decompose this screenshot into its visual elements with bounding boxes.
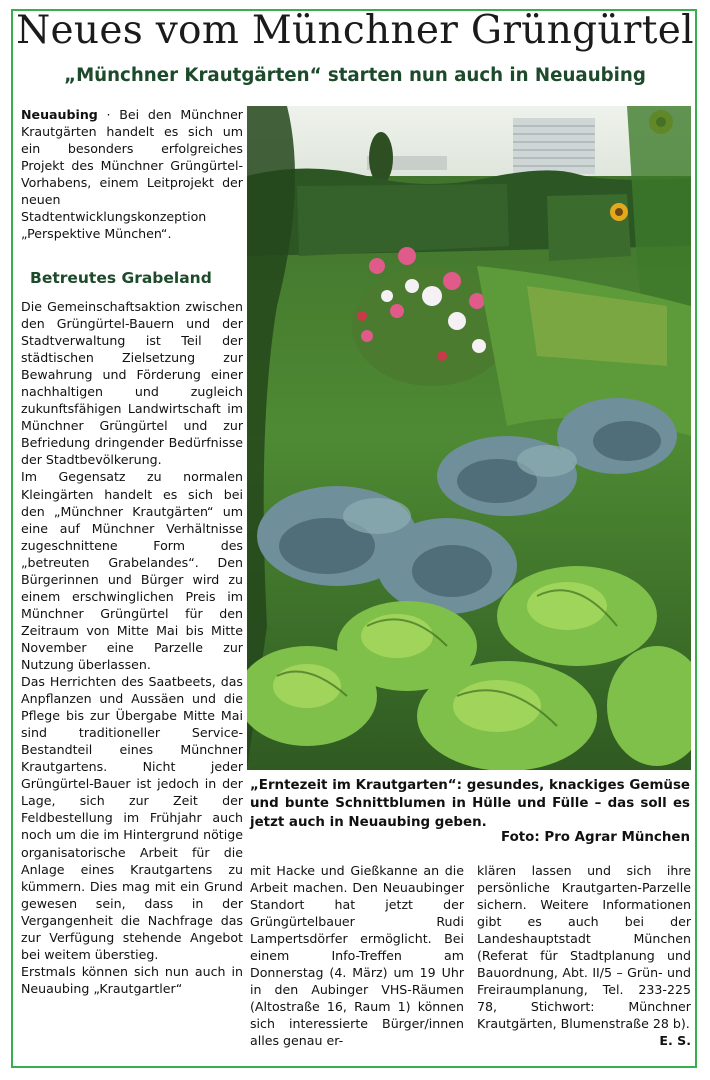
headline: Neues vom Münchner Grüngürtel: [16, 8, 694, 53]
subheadline: „Münchner Krautgärten“ starten nun auch in Neuaubing: [64, 65, 646, 86]
paragraph: klären lassen und sich ihre persönliche Krautgarten-Parzelle sichern. Weitere Informationen gibt es auch bei der Landeshauptstadt München (Referat für Stadtplanung und Bauordnung, Abt. II/5 – Grün- und Freiraumplanung, Tel. 233-225 78, Stichwort: Münchner Krautgärten, Blumenstraße 28 b).: [477, 863, 691, 1032]
column-one: [21, 298, 243, 997]
garden-photo: [247, 106, 691, 770]
photo-caption: „Erntezeit im Krautgarten“: gesundes, knackiges Gemüse und bunte Schnittblumen in Hülle und Fülle – das soll es jetzt auch in Neuaubing geben.: [250, 778, 690, 830]
lead-text: · Bei den Münchner Krautgärten handelt es sich um ein besonders erfolgreiches Projekt des Münchner Grüngürtel-Vorhabens, einem Leitprojekt der neuen Stadtentwicklungskonzeption „Perspektive München“.: [21, 107, 243, 242]
section-heading: Betreutes Grabeland: [30, 269, 212, 287]
paragraph: mit Hacke und Gießkanne an die Arbeit machen. Den Neuaubinger Standort hat jetzt der Grüngürtelbauer Rudi Lampertsdörfer ermöglicht. Bei einem Info-Treffen am Donnerstag (4. März) um 19 Uhr in den Aubinger VHS-Räumen (Altostraße 16, Raum 1) können sich interessierte Bürger/innen alles genau er-: [250, 863, 464, 1049]
paragraph: Das Herrichten des Saatbeets, das Anpflanzen und Aussäen und die Pflege bis zur Übergabe Mitte Mai sind traditioneller Service-Bestandteil eines Münchner Krautgartens. Nicht jeder Grüngürtel-Bauer ist jedoch in der Lage, sich zur Zeit der Feldbestellung im Frühjahr auch noch um die im Hintergrund nötige organisatorische Arbeit für die Anlage eines Krautgartens zu kümmern. Dies mag mit ein Grund gewesen sein, dass in der Vergangenheit die Nachfrage das zur Verfügung stehende Angebot bei weitem überstieg.: [21, 674, 243, 962]
column-two: [250, 862, 464, 1050]
author-signature: E. S.: [659, 1033, 691, 1049]
paragraph: Die Gemeinschaftsaktion zwischen den Grüngürtel-Bauern und der Stadtverwaltung ist Teil der städtischen Zielsetzung zur Bewahrung und Förderung einer nachhaltigen und zugleich zukunftsfähigen Landwirtschaft im Münchner Grüngürtel und zur Befriedung dringender Bedürfnisse der Stadtbevölkerung.: [21, 299, 243, 468]
paragraph: Im Gegensatz zu normalen Kleingärten handelt es sich bei den „Münchner Krautgärten“ um eine auf Münchner Verhältnisse zugeschnittene Form des „betreuten Grabelandes“. Den Bürgerinnen und Bürger wird zu einem erschwinglichen Preis im Münchner Grüngürtel für den Zeitraum von Mitte Mai bis Mitte November eine Parzelle zur Nutzung überlassen.: [21, 469, 243, 672]
column-three: [477, 862, 691, 1050]
lead-place: Neuaubing: [21, 107, 98, 122]
photo-credit: Foto: Pro Agrar München: [500, 830, 690, 845]
lead-paragraph: [21, 106, 243, 242]
paragraph: Erstmals können sich nun auch in Neuaubing „Krautgartler“: [21, 963, 243, 996]
